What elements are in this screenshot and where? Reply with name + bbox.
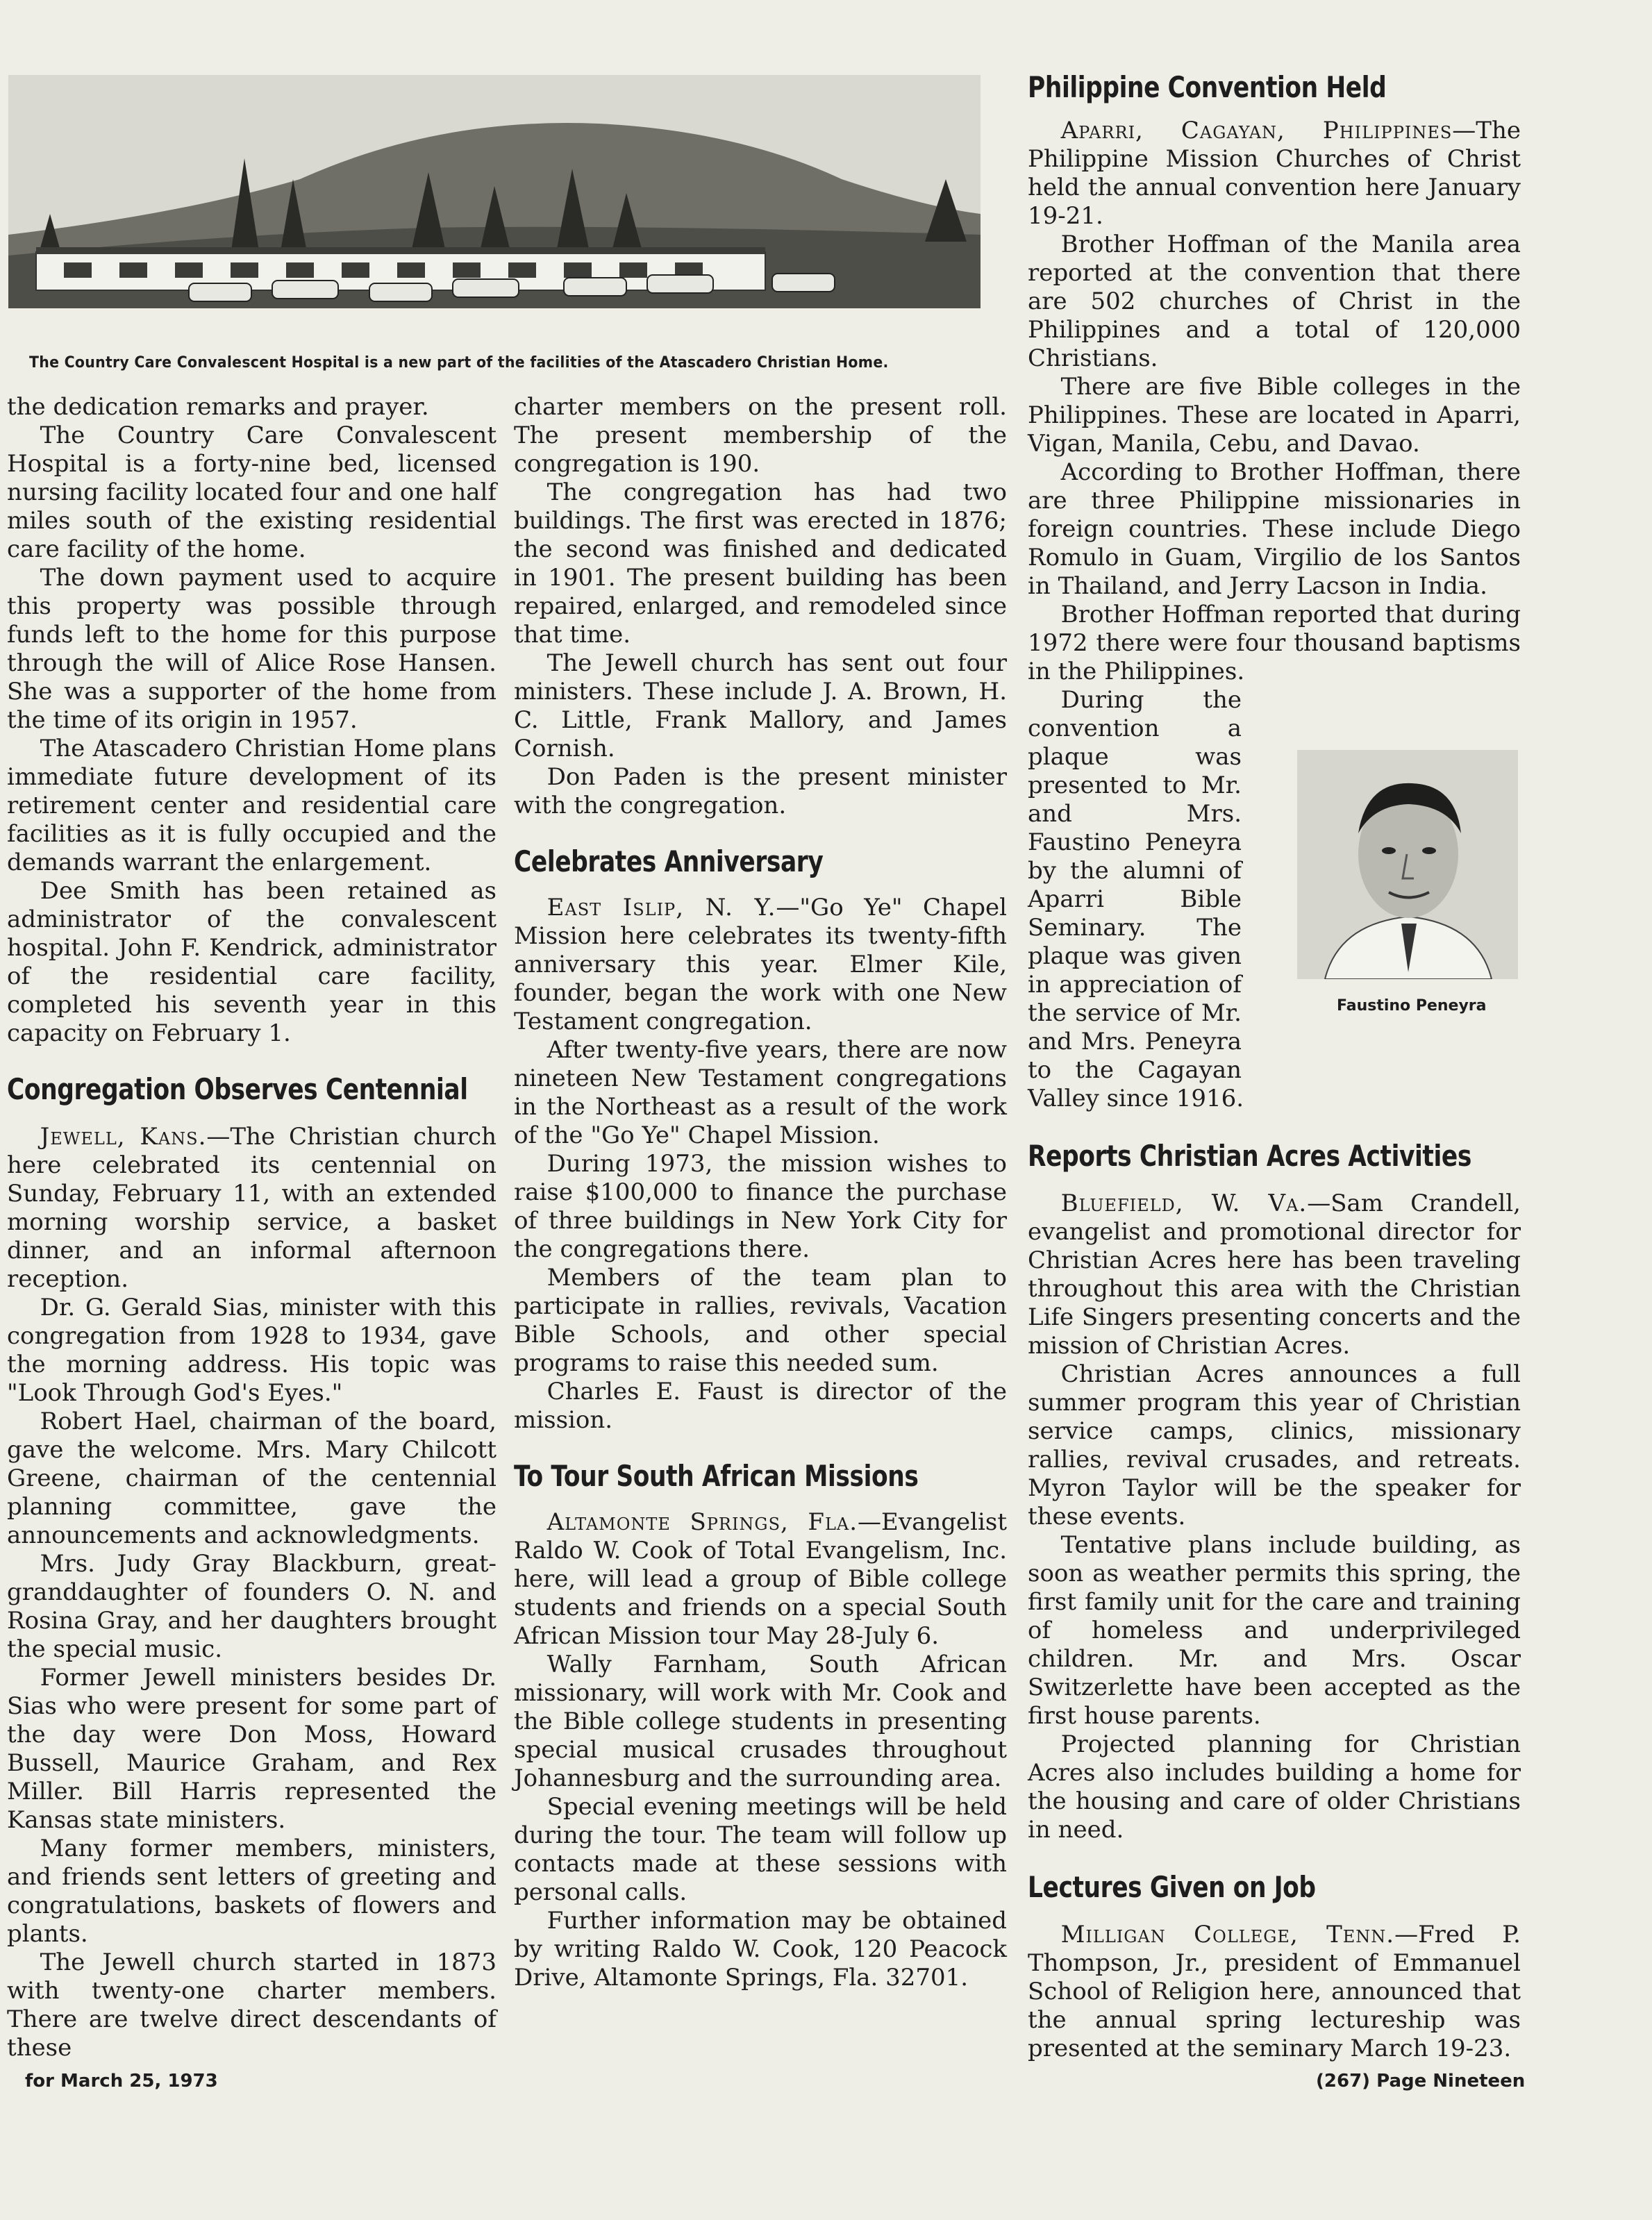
article-paragraph: Members of the team plan to participate in rallies, revivals, Vacation Bible Schools, and other special programs to raise this needed sum. [514,1264,1007,1377]
footer-page-number: (267) Page Nineteen [1316,2071,1526,2092]
article-paragraph: The Country Care Convalescent Hospital is a forty-nine bed, licensed nursing facility located four and one half miles south of the existing residential care facility of the home. [7,422,497,563]
article-paragraph: The congregation has had two buildings. The first was erected in 1876; the second was finished and dedicated in 1901. The present building has been repaired, enlarged, and remodeled since that time. [514,478,1007,649]
article-paragraph: Tentative plans include building, as soon as weather permits this spring, the first family unit for the care and training of homeless and underprivileged children. Mr. and Mrs. Oscar Switzerlette have been accepted as the first house parents. [1028,1531,1521,1730]
headline-philippine-convention: Philippine Convention Held [1028,70,1387,104]
article-paragraph: Dr. G. Gerald Sias, minister with this congregation from 1928 to 1934, gave the morning address. His topic was "Look Through God's Eyes." [7,1294,497,1407]
dateline: Aparri, Cagayan, Philippines [1060,117,1453,144]
article-paragraph: Mrs. Judy Gray Blackburn, great-granddaughter of founders O. N. and Rosina Gray, and her daughters brought the special music. [7,1550,497,1663]
column-2 [514,393,1007,1992]
article-paragraph: The down payment used to acquire this property was possible through funds left to the home for this purpose through the will of Alice Rose Hansen. She was a supporter of the home from the time of its origin in 1957. [7,564,497,734]
article-paragraph: —Evangelist Raldo W. Cook of Total Evangelism, Inc. here, will lead a group of Bible college students and friends on a special South African Mission tour May 28-July 6. [514,1508,1007,1650]
article-paragraph: —The Philippine Mission Churches of Christ held the annual convention here January 19-21. [1028,117,1521,230]
article-paragraph: —Sam Crandell, evangelist and promotional director for Christian Acres here has been traveling throughout this area with the Christian Life Singers presenting concerts and the mission of Christian Acres. [1028,1190,1521,1360]
column-1 [7,393,497,2062]
hospital-photo [8,75,981,308]
portrait-illustration [1297,750,1518,979]
hospital-photo-illustration [8,75,981,308]
article-paragraph: Don Paden is the present minister with the congregation. [514,763,1007,819]
article-paragraph: The Jewell church started in 1873 with twenty-one charter members. There are twelve direct descendants of these [7,1948,497,2062]
article-paragraph: Wally Farnham, South African missionary, will work with Mr. Cook and the Bible college students in presenting special musical crusades throughout Johannesburg and the surrounding area. [514,1651,1007,1792]
article-paragraph: —Fred P. Thompson, Jr., president of Emmanuel School of Religion here, announced that the annual spring lectureship was presented at the seminary March 19-23. [1028,1921,1521,2062]
article-paragraph: Former Jewell ministers besides Dr. Sias who were present for some part of the day were Don Moss, Howard Bussell, Maurice Graham, and Rex Miller. Bill Harris represented the Kansas state ministers. [7,1664,497,1834]
article-paragraph: During 1973, the mission wishes to raise $100,000 to finance the purchase of three buildings in New York City for the congregations there. [514,1150,1007,1263]
article-paragraph: Christian Acres announces a full summer program this year of Christian service camps, clinics, missionary rallies, revival crusades, and retreats. Myron Taylor will be the speaker for these events. [1028,1360,1521,1530]
article-paragraph: Dee Smith has been retained as administrator of the convalescent hospital. John F. Kendrick, administrator of the residential care facility, completed his seventh year in this capacity on February 1. [7,877,497,1047]
article-paragraph: Charles E. Faust is director of the mission. [514,1378,1007,1434]
dateline: Jewell, Kans. [40,1123,207,1151]
headline-congregation-centennial: Congregation Observes Centennial [7,1072,468,1106]
portrait-photo [1297,750,1518,979]
article-paragraph: Brother Hoffman of the Manila area reported at the convention that there are 502 churches of Christ in the Philippines and a total of 120,000 Christians. [1028,231,1521,372]
article-paragraph: After twenty-five years, there are now nineteen New Testament congregations in the Northeast as a result of the work of the "Go Ye" Chapel Mission. [514,1036,1007,1149]
article-paragraph: Many former members, ministers, and friends sent letters of greeting and congratulations, baskets of flowers and plants. [7,1835,497,1948]
photo-caption: The Country Care Convalescent Hospital is a new part of the facilities of the Atascadero Christian Home. [29,354,889,372]
dateline: Altamonte Springs, Fla. [547,1508,858,1536]
article-paragraph: The Jewell church has sent out four ministers. These include J. A. Brown, H. C. Little, Frank Mallory, and James Cornish. [514,649,1007,762]
portrait-caption: Faustino Peneyra [1337,997,1487,1015]
article-paragraph: Projected planning for Christian Acres also includes building a home for the housing and care of older Christians in need. [1028,1730,1521,1844]
headline-christian-acres: Reports Christian Acres Activities [1028,1139,1471,1173]
article-paragraph: During the convention a plaque was presented to Mr. and Mrs. Faustino Peneyra by the alumni of Aparri Bible Seminary. The plaque was given in appreciation of the service of Mr. and Mrs. Peneyra to the Cagayan Valley since 1916. [1028,686,1244,1112]
headline-celebrates-anniversary: Celebrates Anniversary [514,844,824,878]
column-3 [1028,69,1521,2063]
headline-south-african-missions: To Tour South African Missions [514,1459,919,1493]
article-paragraph: There are five Bible colleges in the Philippines. These are located in Aparri, Vigan, Manila, Cebu, and Davao. [1028,373,1521,458]
article-paragraph: Further information may be obtained by writing Raldo W. Cook, 120 Peacock Drive, Altamonte Springs, Fla. 32701. [514,1907,1007,1992]
article-paragraph: the dedication remarks and prayer. [7,393,429,421]
dateline: Milligan College, Tenn. [1060,1921,1395,1948]
article-paragraph: charter members on the present roll. The present membership of the congregation is 190. [514,393,1007,478]
article-paragraph: According to Brother Hoffman, there are three Philippine missionaries in foreign countries. These include Diego Romulo in Guam, Virgilio de los Santos in Thailand, and Jerry Lacson in India. [1028,458,1521,600]
dateline: Bluefield, W. Va. [1060,1190,1308,1217]
footer-date: for March 25, 1973 [25,2071,218,2092]
article-paragraph: —"Go Ye" Chapel Mission here celebrates its twenty-fifth anniversary this year. Elmer Kile, founder, began the work with one New Testament congregation. [514,894,1008,1035]
headline-lectures-on-job: Lectures Given on Job [1028,1870,1316,1904]
article-paragraph: Special evening meetings will be held during the tour. The team will follow up contacts made at these sessions with personal calls. [514,1793,1007,1906]
article-paragraph: —The Christian church here celebrated its centennial on Sunday, February 11, with an extended morning worship service, a basket dinner, and an informal afternoon reception. [7,1123,497,1293]
dateline: East Islip, N. Y. [547,894,776,921]
article-paragraph: Brother Hoffman reported that during 1972 there were four thousand baptisms in the Philippines. [1028,601,1521,685]
article-paragraph: Robert Hael, chairman of the board, gave the welcome. Mrs. Mary Chilcott Greene, chairman of the centennial planning committee, gave the announcements and acknowledgments. [7,1408,497,1549]
article-paragraph: The Atascadero Christian Home plans immediate future development of its retirement center and residential care facilities as it is fully occupied and the demands warrant the enlargement. [7,735,497,876]
